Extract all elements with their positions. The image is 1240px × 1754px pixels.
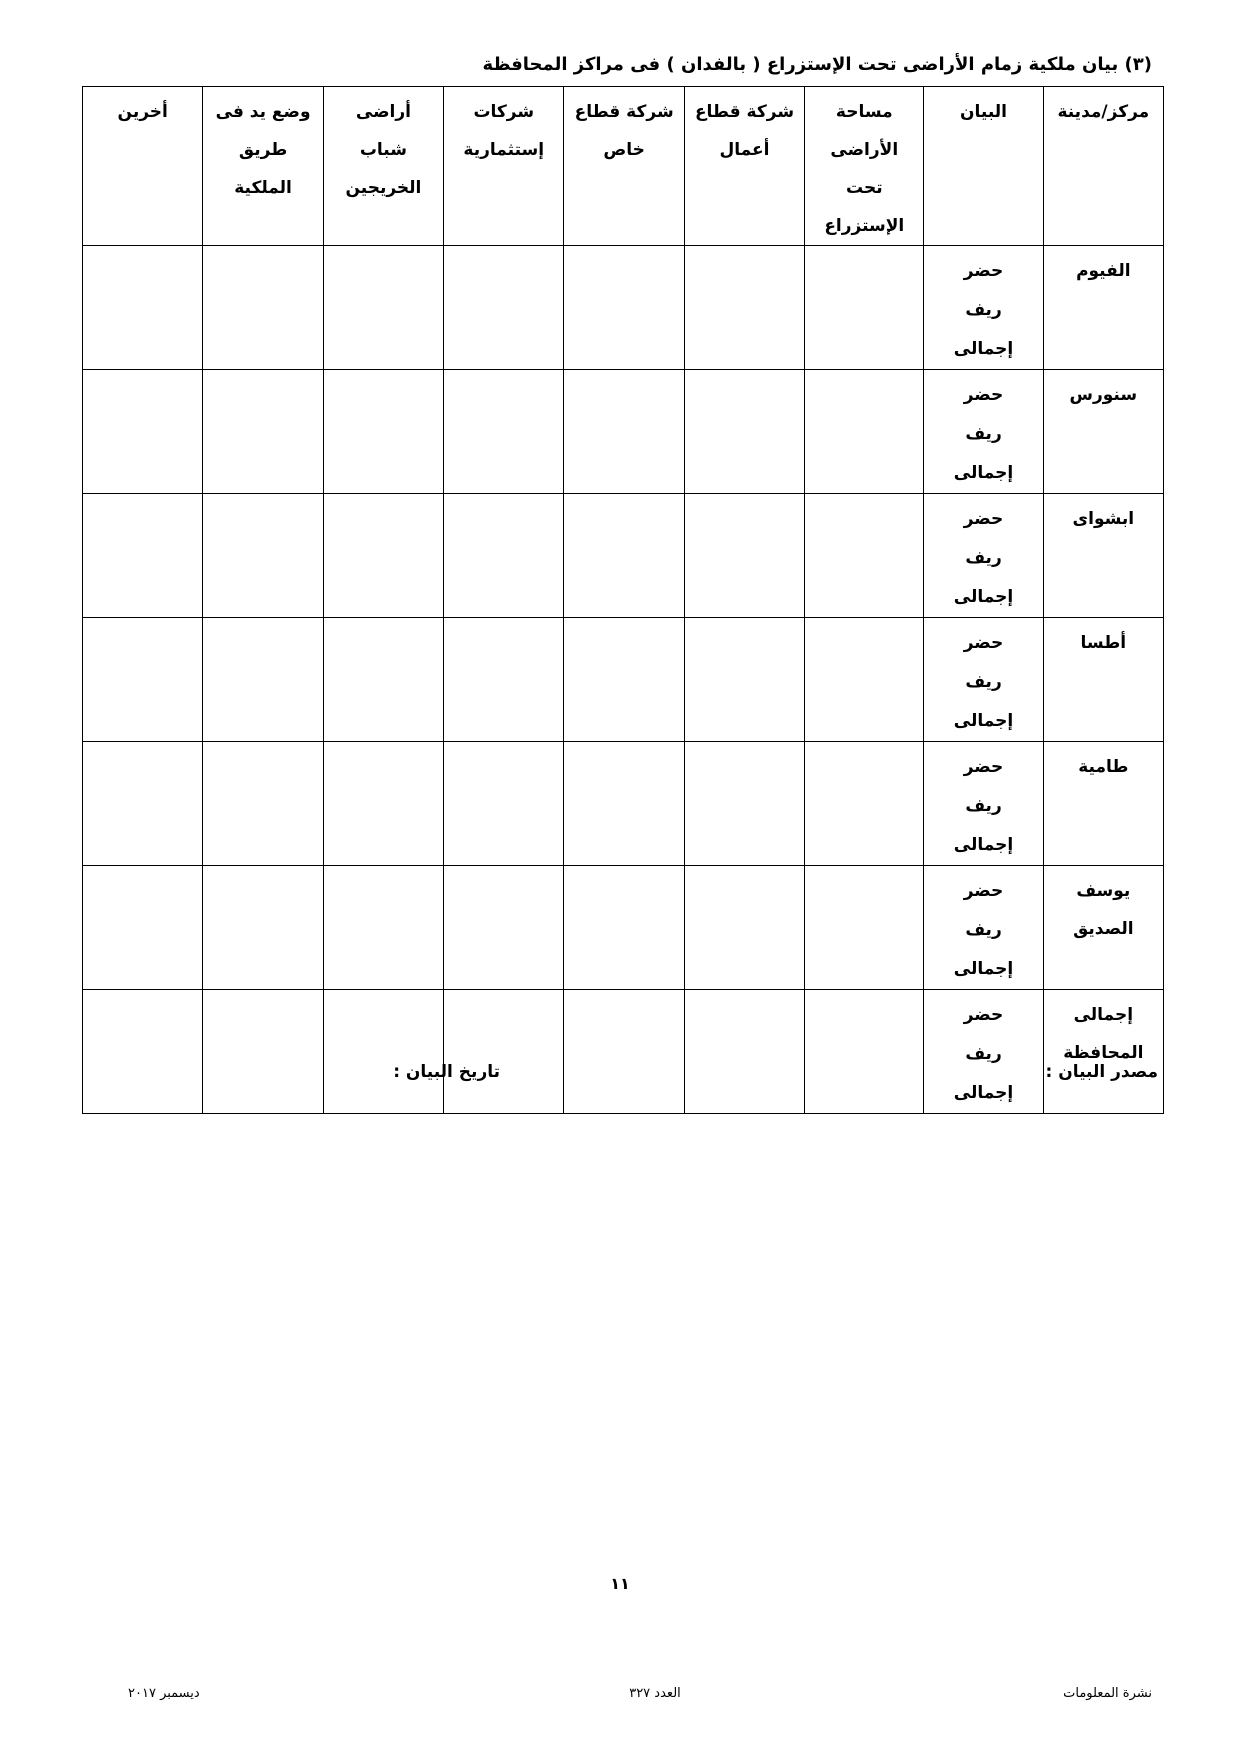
column-header bbox=[1043, 87, 1163, 246]
data-cell bbox=[83, 246, 203, 370]
land-ownership-table bbox=[82, 86, 1164, 1114]
column-header bbox=[805, 87, 924, 246]
table-row bbox=[83, 494, 1164, 618]
data-cell bbox=[323, 618, 443, 742]
table-body bbox=[83, 246, 1164, 1114]
region-cell bbox=[1043, 370, 1163, 494]
column-header-line: الخريجين bbox=[345, 178, 422, 198]
statement-line: ريف bbox=[965, 424, 1002, 444]
column-header-line: شركات bbox=[473, 102, 535, 122]
data-cell bbox=[323, 990, 443, 1114]
table-row bbox=[83, 370, 1164, 494]
data-cell bbox=[203, 990, 323, 1114]
region-name-line: الفيوم bbox=[1076, 261, 1131, 281]
data-cell bbox=[83, 618, 203, 742]
data-cell bbox=[564, 742, 684, 866]
column-header-line: طريق bbox=[238, 140, 288, 160]
column-header-line: إستثمارية bbox=[463, 140, 545, 160]
data-cell bbox=[805, 742, 924, 866]
column-header bbox=[684, 87, 804, 246]
data-cell bbox=[83, 990, 203, 1114]
statement-cell bbox=[924, 618, 1043, 742]
data-cell bbox=[805, 866, 924, 990]
data-cell bbox=[684, 742, 804, 866]
table-row bbox=[83, 742, 1164, 866]
column-header-line: مساحة bbox=[835, 102, 893, 122]
region-name-line: المحافظة bbox=[1063, 1043, 1144, 1063]
statement-line: ريف bbox=[965, 1044, 1002, 1064]
column-header-line: البيان bbox=[960, 102, 1008, 122]
data-cell bbox=[203, 246, 323, 370]
data-cell bbox=[805, 618, 924, 742]
region-name-line: الصديق bbox=[1073, 919, 1134, 939]
column-header-line: الإستزراع bbox=[824, 216, 905, 236]
statement-line: ريف bbox=[965, 548, 1002, 568]
column-header-line: خاص bbox=[603, 140, 645, 160]
data-cell bbox=[805, 370, 924, 494]
data-cell bbox=[203, 370, 323, 494]
region-cell bbox=[1043, 742, 1163, 866]
statement-line: حضر bbox=[963, 881, 1004, 901]
statement-line: إجمالى bbox=[953, 587, 1014, 607]
statement-line: إجمالى bbox=[953, 339, 1014, 359]
data-cell bbox=[323, 246, 443, 370]
column-header bbox=[83, 87, 203, 246]
region-name-line: أطسا bbox=[1080, 633, 1127, 653]
data-cell bbox=[684, 990, 804, 1114]
region-name-line: سنورس bbox=[1069, 385, 1138, 405]
statement-line: حضر bbox=[963, 385, 1004, 405]
source-label: مصدر البيان : bbox=[1045, 1062, 1158, 1082]
column-header-line: مركز/مدينة bbox=[1057, 102, 1150, 122]
region-cell bbox=[1043, 618, 1163, 742]
data-cell bbox=[684, 494, 804, 618]
data-cell bbox=[564, 990, 684, 1114]
data-cell bbox=[323, 866, 443, 990]
column-header-line: الأراضى bbox=[830, 140, 899, 160]
statement-cell bbox=[924, 866, 1043, 990]
publication-date: ديسمبر ٢٠١٧ bbox=[128, 1686, 200, 1701]
data-cell bbox=[444, 246, 564, 370]
statement-line: حضر bbox=[963, 757, 1004, 777]
column-header bbox=[203, 87, 323, 246]
statement-cell bbox=[924, 990, 1043, 1114]
data-cell bbox=[564, 866, 684, 990]
data-cell bbox=[564, 370, 684, 494]
statement-line: إجمالى bbox=[953, 463, 1014, 483]
data-cell bbox=[83, 370, 203, 494]
table-row bbox=[83, 866, 1164, 990]
data-cell bbox=[83, 494, 203, 618]
statement-line: ريف bbox=[965, 300, 1002, 320]
column-header-line: أعمال bbox=[719, 140, 770, 160]
column-header bbox=[444, 87, 564, 246]
table-row bbox=[83, 246, 1164, 370]
data-cell bbox=[564, 494, 684, 618]
data-cell bbox=[444, 618, 564, 742]
header-row bbox=[83, 87, 1164, 246]
region-name-line: طامية bbox=[1078, 757, 1129, 777]
data-cell bbox=[805, 494, 924, 618]
column-header-line: وضع يد فى bbox=[215, 102, 311, 122]
region-name-line: ابشواى bbox=[1072, 509, 1135, 529]
statement-line: حضر bbox=[963, 633, 1004, 653]
data-cell bbox=[684, 370, 804, 494]
statement-cell bbox=[924, 246, 1043, 370]
column-header-line: أراضى bbox=[355, 102, 411, 122]
column-header bbox=[323, 87, 443, 246]
region-name-line: يوسف bbox=[1076, 881, 1131, 901]
page-number: ١١ bbox=[610, 1574, 630, 1593]
statement-line: إجمالى bbox=[953, 711, 1014, 731]
region-name-line: إجمالى bbox=[1073, 1005, 1134, 1025]
statement-line: إجمالى bbox=[953, 835, 1014, 855]
data-cell bbox=[684, 246, 804, 370]
data-cell bbox=[323, 370, 443, 494]
data-cell bbox=[444, 370, 564, 494]
statement-line: إجمالى bbox=[953, 1083, 1014, 1103]
column-header-line: شباب bbox=[359, 140, 407, 160]
table-title: (٣) بيان ملكية زمام الأراضى تحت الإستزراع ( بالفدان ) فى مراكز المحافظة bbox=[482, 54, 1152, 75]
region-cell bbox=[1043, 866, 1163, 990]
column-header bbox=[924, 87, 1043, 246]
data-cell bbox=[203, 866, 323, 990]
statement-line: ريف bbox=[965, 920, 1002, 940]
data-cell bbox=[564, 246, 684, 370]
issue-number: العدد ٣٢٧ bbox=[629, 1686, 681, 1701]
statement-cell bbox=[924, 742, 1043, 866]
data-cell bbox=[203, 618, 323, 742]
data-cell bbox=[684, 866, 804, 990]
data-cell bbox=[323, 742, 443, 866]
column-header-line: شركة قطاع bbox=[574, 102, 674, 122]
statement-line: حضر bbox=[963, 261, 1004, 281]
data-cell bbox=[564, 618, 684, 742]
data-cell bbox=[444, 742, 564, 866]
column-header-line: أخرين bbox=[117, 102, 168, 122]
publication-name: نشرة المعلومات bbox=[1063, 1686, 1152, 1701]
data-cell bbox=[444, 866, 564, 990]
data-cell bbox=[805, 246, 924, 370]
statement-line: حضر bbox=[963, 509, 1004, 529]
statement-line: إجمالى bbox=[953, 959, 1014, 979]
region-cell bbox=[1043, 246, 1163, 370]
statement-cell bbox=[924, 494, 1043, 618]
column-header-line: شركة قطاع bbox=[694, 102, 795, 122]
data-cell bbox=[203, 494, 323, 618]
data-cell bbox=[83, 866, 203, 990]
data-cell bbox=[684, 618, 804, 742]
column-header-line: تحت bbox=[845, 178, 883, 198]
column-header bbox=[564, 87, 684, 246]
column-header-line: الملكية bbox=[234, 178, 292, 198]
statement-line: حضر bbox=[963, 1005, 1004, 1025]
statement-line: ريف bbox=[965, 796, 1002, 816]
table-row bbox=[83, 618, 1164, 742]
data-cell bbox=[323, 494, 443, 618]
data-cell bbox=[444, 990, 564, 1114]
region-cell bbox=[1043, 990, 1163, 1114]
statement-line: ريف bbox=[965, 672, 1002, 692]
data-cell bbox=[444, 494, 564, 618]
statement-cell bbox=[924, 370, 1043, 494]
data-cell bbox=[805, 990, 924, 1114]
data-cell bbox=[83, 742, 203, 866]
region-cell bbox=[1043, 494, 1163, 618]
data-cell bbox=[203, 742, 323, 866]
table-row bbox=[83, 990, 1164, 1114]
date-label: تاريخ البيان : bbox=[393, 1062, 500, 1082]
